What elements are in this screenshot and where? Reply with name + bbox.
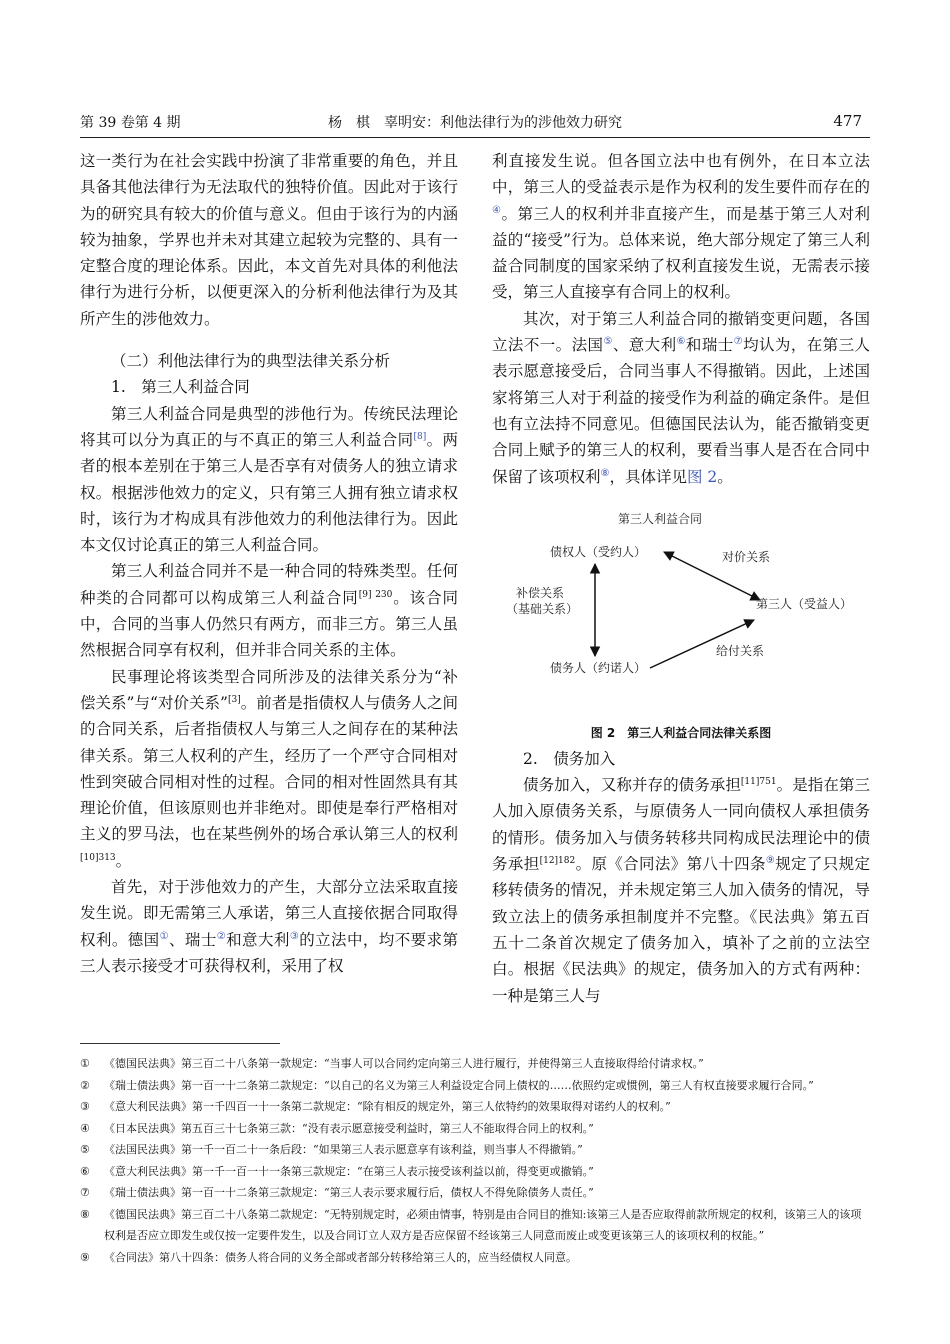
section-heading: （二）利他法律行为的典型法律关系分析 [111, 352, 391, 371]
running-header [80, 112, 870, 140]
footnote-text: 《德国民法典》第三百二十八条第二款规定：“无特别规定时，必须由情事，特别是由合同目的推知:该第三人是否应取得前款所规定的权利，该第三人的该项权利是否应立即发生或仅按一定要件发生，以及合同订立人双方是否应保留不经该第三人同意而废止或变更该第三人的该项权利的权能。” [104, 1207, 862, 1242]
page-number: 477 [833, 112, 862, 130]
journal-volume-issue: 第 39 卷第 4 期 [80, 115, 181, 131]
paragraph: 首先，对于涉他效力的产生，大部分立法采取直接发生说。即无需第三人承诺，第三人直接依据合同取得权利。德国①、瑞士②和意大利③的立法中，均不要求第三人表示接受才可获得权利，采用了权 [80, 878, 458, 975]
footnote [80, 1075, 870, 1097]
footnote-mark: ① [80, 1057, 90, 1070]
citation-ref[interactable]: [12]182 [539, 855, 576, 866]
footnote-text: 《日本民法典》第五百三十七条第三款：“没有表示愿意接受利益时，第三人不能取得合同上的权利。” [104, 1121, 594, 1135]
consideration-label: 对价关系 [722, 549, 771, 564]
figure-caption: 图 2 第三人利益合同法律关系图 [590, 725, 772, 740]
compensation-sublabel: （基础关系） [506, 601, 579, 616]
subsection-heading: 2. 债务加入 [523, 749, 616, 768]
footnote-mark: ⑧ [80, 1207, 90, 1221]
debtor-node: 债务人（约诺人） [550, 660, 647, 675]
section-spacer [80, 332, 458, 348]
footnote [80, 1182, 870, 1204]
footnotes [80, 1053, 870, 1268]
paragraph: 第三人利益合同是典型的涉他行为。传统民法理论将其可以分为真正的与不真正的第三人利益合同[8]。两者的根本差别在于第三人是否享有对债务人的独立请求权。根据涉他效力的定义，只有第三人拥有独立请求权时，该行为才构成具有涉他效力的利他法律行为。因此本文仅讨论真正的第三人利益合同。 [80, 404, 458, 555]
citation-ref[interactable]: [8] [413, 431, 427, 442]
footnote [80, 1139, 870, 1161]
paragraph: 民事理论将该类型合同所涉及的法律关系分为“补偿关系”与“对价关系”[3]。前者是指债权人与债务人之间的合同关系，后者指债权人与第三人之间存在的某种法律关系。第三人权利的产生，经历了一个严守合同相对性到突破合同相对性的过程。合同的相对性固然具有其理论价值，但该原则也并非绝对。即使是奉行严格相对主义的罗马法，也在某些例外的场合承认第三人的权利$^{[10]313}$。 [80, 667, 458, 870]
footnote-text: 《德国民法典》第三百二十八条第一款规定：“当事人可以合同约定向第三人进行履行，并使得第三人直接取得给付请求权。” [104, 1057, 704, 1070]
footnote-marker[interactable]: ⑨ [765, 854, 776, 866]
footnote-mark: ⑦ [80, 1186, 90, 1199]
citation-ref[interactable]: [9] 230 [358, 589, 393, 600]
footnote [80, 1118, 870, 1140]
footnote-text: 《意大利民法典》第一千四百一十一条第二款规定：“除有相反的规定外，第三人依特约的效果取得对诺约人的权利。” [104, 1100, 671, 1113]
footnote-text: 《法国民法典》第一千一百二十一条后段：“如果第三人表示愿意享有该利益，则当事人不得撤销。” [104, 1143, 583, 1156]
footnote-marker[interactable]: ③ [289, 930, 300, 942]
header-rule [80, 137, 870, 138]
footnote-text: 《瑞士债法典》第一百一十二条第二款规定：“以自己的名义为第三人利益设定合同上债权的……依照约定或惯例，第三人有权直接要求履行合同。” [104, 1078, 814, 1092]
citation-ref[interactable]: [3] [227, 694, 241, 705]
footnote-mark: ③ [80, 1100, 90, 1113]
footnote [80, 1053, 870, 1075]
citation-ref[interactable]: [10]313 [80, 852, 116, 863]
left-column [80, 148, 458, 979]
compensation-label: 补偿关系 [516, 585, 565, 600]
figure-ref-link[interactable]: 图 2 [687, 467, 718, 486]
paragraph: 第三人利益合同并不是一种合同的特殊类型。任何种类的合同都可以构成第三人利益合同$^{[9] 230}$。该合同中，合同的当事人仍然只有两方，而非三方。第三人虽然根据合同享有权利，但并非合同关系的主体。 [80, 562, 458, 660]
subsection-heading: 1. 第三人利益合同 [111, 378, 250, 397]
footnote-marker[interactable]: ⑦ [733, 335, 744, 347]
paragraph: 利直接发生说。但各国立法中也有例外，在日本立法中，第三人的受益表示是作为权利的发生要件而存在的④。第三人的权利并非直接产生，而是基于第三人对利益的“接受”行为。总体来说，绝大部分规定了第三人利益合同制度的国家采纳了权利直接发生说，无需表示接受，第三人直接享有合同上的权利。 [492, 152, 870, 302]
footnote [80, 1204, 870, 1247]
paragraph: 其次，对于第三人利益合同的撤销变更问题，各国立法不一。法国⑤、意大利⑥和瑞士⑦均认为，在第三人表示愿意接受后，合同当事人不得撤销。因此，上述国家将第三人对于利益的接受作为利益的确定条件。是但也有立法持不同意见。但德国民法认为，能否撤销变更合同上赋予的第三人的权利，要看当事人是否在合同中保留了该项权利⑧，具体详见图 2。 [492, 309, 870, 486]
footnote-mark: ④ [80, 1121, 90, 1135]
footnote-text: 《合同法》第八十四条：债务人将合同的义务全部或者部分转移给第三人的，应当经债权人同意。 [104, 1250, 577, 1264]
citation-ref[interactable]: [11]751 [740, 777, 777, 787]
footnote [80, 1096, 870, 1118]
footnote [80, 1247, 870, 1269]
figure-2-diagram [492, 506, 870, 740]
footnote-marker[interactable]: ① [159, 930, 169, 942]
paragraph: 这一类行为在社会实践中扮演了非常重要的角色，并且具备其他法律行为无法取代的独特价值。因此对于该行为的研究具有较大的价值与意义。但由于该行为的内涵较为抽象，学界也并未对其建立起较为完整的、具有一定整合度的理论体系。因此，本文首先对具体的利他法律行为进行分析，以便更深入的分析利他法律行为及其所产生的涉他效力。 [80, 152, 458, 328]
footnote-text: 《瑞士债法典》第一百一十二条第三款规定：“第三人表示要求履行后，债权人不得免除债务人责任。” [104, 1186, 594, 1199]
third-party-node: 第三人（受益人） [756, 596, 853, 611]
footnote-marker[interactable]: ⑤ [603, 335, 613, 347]
footnote-marker[interactable]: ② [216, 930, 227, 942]
performance-label: 给付关系 [716, 643, 765, 658]
footnote-rule [80, 1043, 280, 1044]
footnote-marker[interactable]: ⑧ [600, 467, 610, 479]
footnote-mark: ② [80, 1078, 90, 1092]
footnote-mark: ⑨ [80, 1250, 90, 1264]
creditor-node: 债权人（受约人） [550, 544, 647, 559]
footnote-marker[interactable]: ④ [492, 204, 502, 216]
figure-title: 第三人利益合同 [618, 511, 703, 526]
article-authors-title: 杨 棋 辜明安：利他法律行为的涉他效力研究 [328, 115, 622, 131]
footnote [80, 1161, 870, 1183]
footnote-marker[interactable]: ⑥ [676, 335, 686, 347]
footnote-mark: ⑤ [80, 1143, 90, 1156]
right-column [492, 148, 870, 1009]
footnote-text: 《意大利民法典》第一千一百一十一条第三款规定：“在第三人表示接受该利益以前，得变更或撤销。” [104, 1164, 594, 1178]
footnote-mark: ⑥ [80, 1164, 90, 1178]
paragraph: 债务加入，又称并存的债务承担$^{[11]751}$。是指在第三人加入原债务关系，与原债务人一同向债权人承担债务的情形。债务加入与债务转移共同构成民法理论中的债务承担$^{[12]182}$。原《合同法》第八十四条⑨规定了只规定移转债务的情况，并未规定第三人加入债务的情况，导致立法上的债务承担制度并不完整。《民法典》第五百五十二条首次规定了债务加入，填补了之前的立法空白。根据《民法典》的规定，债务加入的方式有两种：一种是第三人与 [492, 776, 870, 1005]
